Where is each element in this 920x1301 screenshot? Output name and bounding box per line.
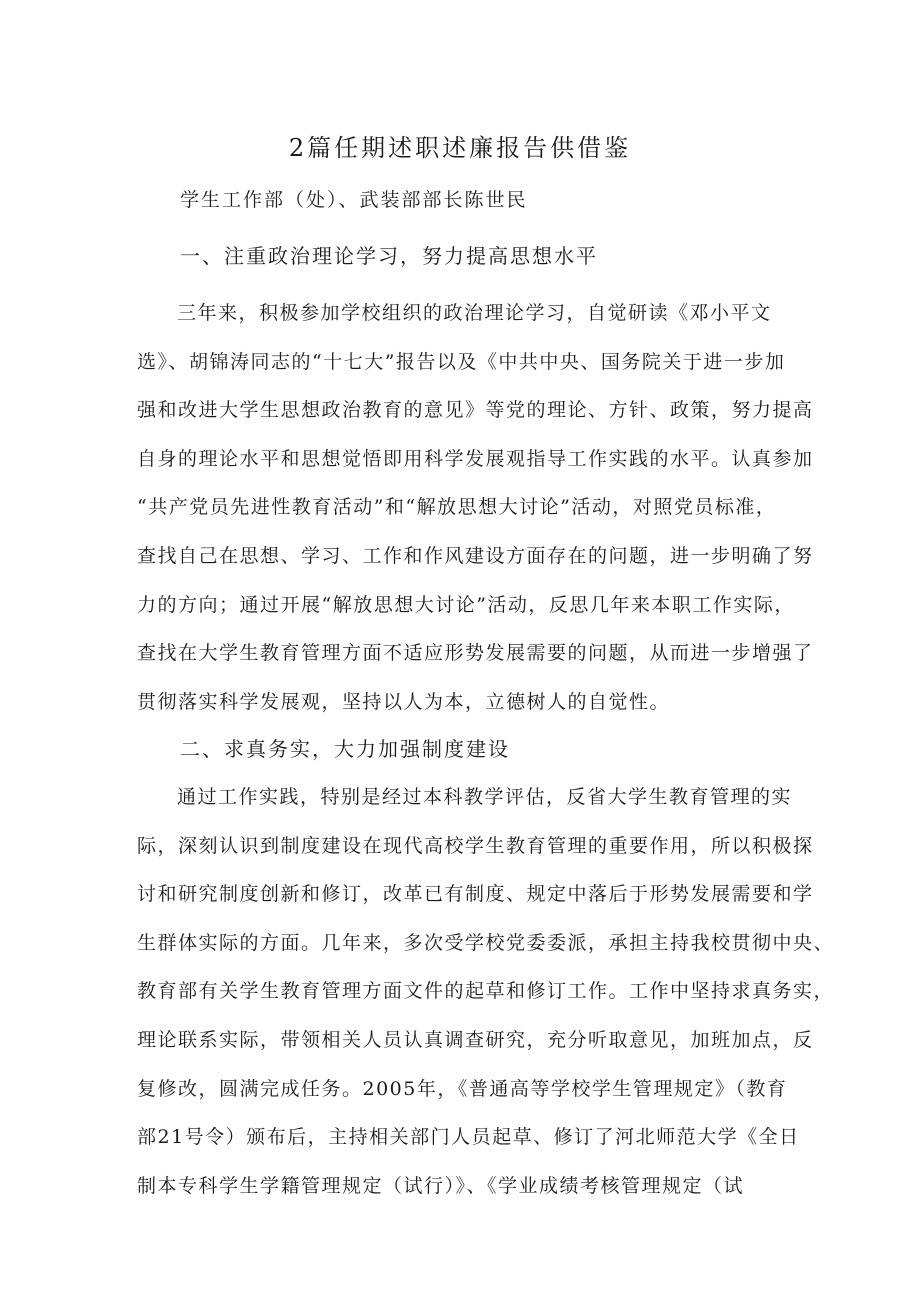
paragraph-line: 制本专科学生学籍管理规定（试行）》、《学业成绩考核管理规定（试 <box>137 1174 745 1197</box>
paragraph-line: 贯彻落实科学发展观，坚持以人为本，立德树人的自觉性。 <box>137 690 671 713</box>
paragraph-line: 三年来，积极参加学校组织的政治理论学习，自觉研读《邓小平文 <box>177 302 772 324</box>
paragraph-line: 教育部有关学生教育管理方面文件的起草和修订工作。工作中坚持求真务实， <box>137 980 835 1003</box>
author-line: 学生工作部（处）、武装部部长陈世民 <box>180 189 528 211</box>
paragraph-line: 通过工作实践，特别是经过本科教学评估，反省大学生教育管理的实 <box>177 786 793 808</box>
paragraph-line: 选》、胡锦涛同志的“十七大”报告以及《中共中央、国务院关于进一步加 <box>137 350 786 373</box>
paragraph-line: 生群体实际的方面。几年来，多次受学校党委委派，承担主持我校贯彻中央、 <box>137 931 835 954</box>
section-1-paragraph <box>137 289 814 726</box>
paragraph-line: “共产党员先进性教育活动”和“解放思想大讨论”活动，对照党员标准， <box>137 496 777 519</box>
paragraph-line: 讨和研究制度创新和修订，改革已有制度、规定中落后于形势发展需要和学 <box>137 883 814 906</box>
paragraph-line: 复修改，圆满完成任务。2005年，《普通高等学校学生管理规定》（教育 <box>137 1077 788 1100</box>
section-1-heading: 一、注重政治理论学习，努力提高思想水平 <box>180 244 598 268</box>
paragraph-line: 查找在大学生教育管理方面不适应形势发展需要的问题，从而进一步增强了 <box>137 642 814 665</box>
paragraph-line: 查找自己在思想、学习、工作和作风建设方面存在的问题，进一步明确了努 <box>137 544 814 567</box>
paragraph-line: 力的方向；通过开展“解放思想大讨论”活动，反思几年来本职工作实际， <box>137 593 795 616</box>
section-2-heading: 二、求真务实，大力加强制度建设 <box>180 737 510 761</box>
paragraph-line: 自身的理论水平和思想觉悟即用科学发展观指导工作实践的水平。认真参加 <box>137 447 814 470</box>
paragraph-line: 理论联系实际，带领相关人员认真调查研究，充分听取意见，加班加点，反 <box>137 1028 814 1051</box>
paragraph-line: 部21号令）颁布后，主持相关部门人员起草、修订了河北师范大学《全日 <box>137 1126 800 1149</box>
document-title: 2篇任期述职述廉报告供借鉴 <box>288 134 632 162</box>
section-2-paragraph <box>137 773 835 1210</box>
paragraph-line: 强和改进大学生思想政治教育的意见》等党的理论、方针、政策，努力提高 <box>137 399 814 422</box>
paragraph-line: 际，深刻认识到制度建设在现代高校学生教育管理的重要作用，所以积极探 <box>137 834 814 857</box>
